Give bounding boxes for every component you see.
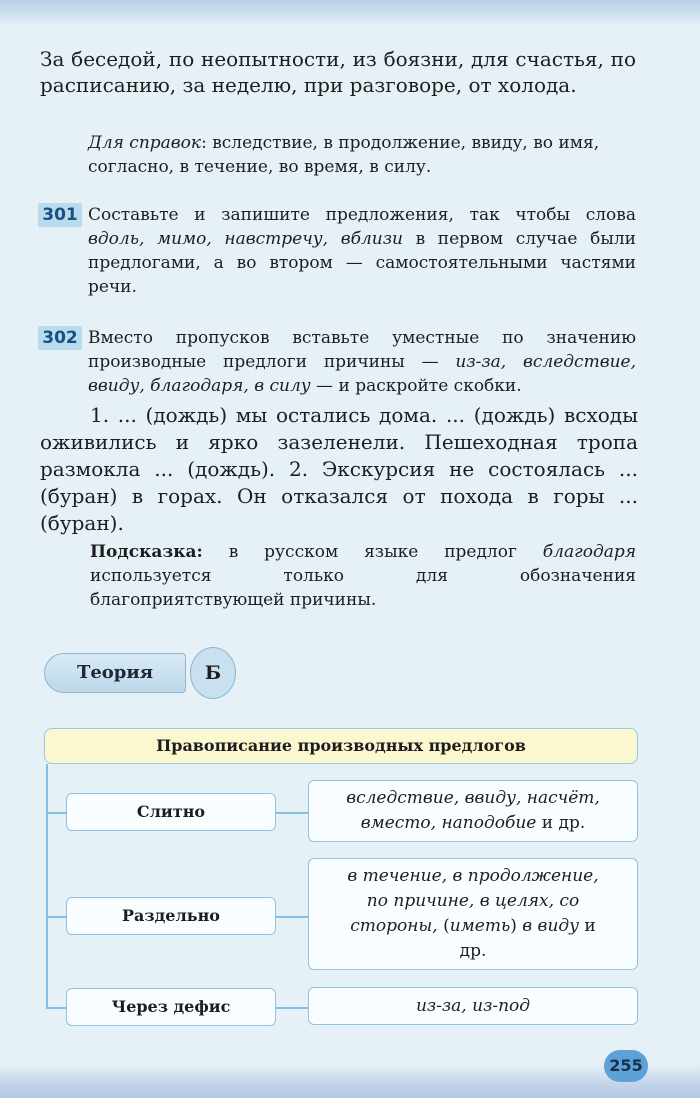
exercise-301-part2: в первом случае были предлогами, а во втором — самостоятельными частями речи. (88, 229, 636, 297)
reference-list: : вследствие, в продолжение, ввиду, во имя, согласно, в течение, во время, в силу. (88, 133, 600, 177)
exercise-301-words: вдоль, мимо, навстречу, вблизи (88, 229, 403, 249)
exercise-302-instruction (88, 326, 636, 398)
paren-open: ( (443, 916, 450, 936)
examples-separate-list: в течение, в продолжение, по причине, в целях, со стороны, (347, 866, 599, 936)
exercise-300-sentences: За беседой, по неопытности, из боязни, для счастья, по расписанию, за неделю, при разговоре, от холода. (40, 47, 636, 97)
hint-part2: используется только для обозначения благоприятствующей причины. (90, 566, 636, 610)
reference-label: Для справок (88, 133, 202, 153)
paren-close: ) (510, 916, 517, 936)
examples-merged-list: вследствие, ввиду, насчёт, вместо, наподобие (346, 788, 600, 833)
hint-part1: в русском языке предлог (202, 542, 543, 562)
connector-separate (46, 916, 66, 918)
examples-separate (308, 858, 638, 970)
connector-hyphen (46, 1007, 66, 1009)
examples-separate-verb: иметь (449, 916, 511, 936)
examples-merged (308, 780, 638, 842)
top-decor-band (0, 0, 700, 26)
examples-merged-etc: и др. (536, 813, 586, 833)
scheme-trunk-line (46, 764, 48, 1009)
exercise-302-body: 1. ... (дождь) мы остались дома. ... (дождь) всходы оживились и ярко зазеленели. Пешеходная тропа размокла ... (дождь). 2. Экскурсия не состоялась ... (буран) в горах. Он отказался от похода в горы ... (буран). (40, 403, 638, 535)
category-merged: Слитно (66, 793, 276, 831)
exercise-302-prepositions: из-за, вследствие, ввиду, благодаря, в силу (88, 352, 636, 396)
hint-label: Подсказка: (90, 542, 203, 562)
exercise-302-number: 302 (38, 326, 82, 350)
connector-hyphen-example (276, 1007, 308, 1009)
hint-word: благодаря (542, 542, 636, 562)
category-hyphen: Через дефис (66, 988, 276, 1026)
exercise-302-part2: — и раскройте скобки. (310, 376, 522, 396)
theory-level-badge: Б (190, 647, 236, 699)
exercise-301-part1: Составьте и запишите предложения, так чтобы слова (88, 205, 636, 225)
exercise-302-part1: Вместо пропусков вставьте уместные по значению производные предлоги причины — (88, 328, 636, 372)
examples-separate-vvidu: в виду (516, 916, 580, 936)
exercise-301-number: 301 (38, 203, 82, 227)
category-separate: Раздельно (66, 897, 276, 935)
scheme-title: Правописание производных предлогов (44, 728, 638, 764)
bottom-decor-band (0, 1064, 700, 1098)
connector-separate-example (276, 916, 308, 918)
page-number: 255 (604, 1050, 648, 1082)
exercise-301-text (88, 203, 636, 299)
theory-tab: Теория (44, 653, 186, 693)
connector-merged-example (276, 812, 308, 814)
reference-words (88, 131, 636, 179)
examples-separate-etc: и др. (459, 916, 596, 961)
connector-merged (46, 812, 66, 814)
exercise-302-hint (90, 540, 636, 612)
examples-hyphen: из-за, из-под (308, 987, 638, 1025)
